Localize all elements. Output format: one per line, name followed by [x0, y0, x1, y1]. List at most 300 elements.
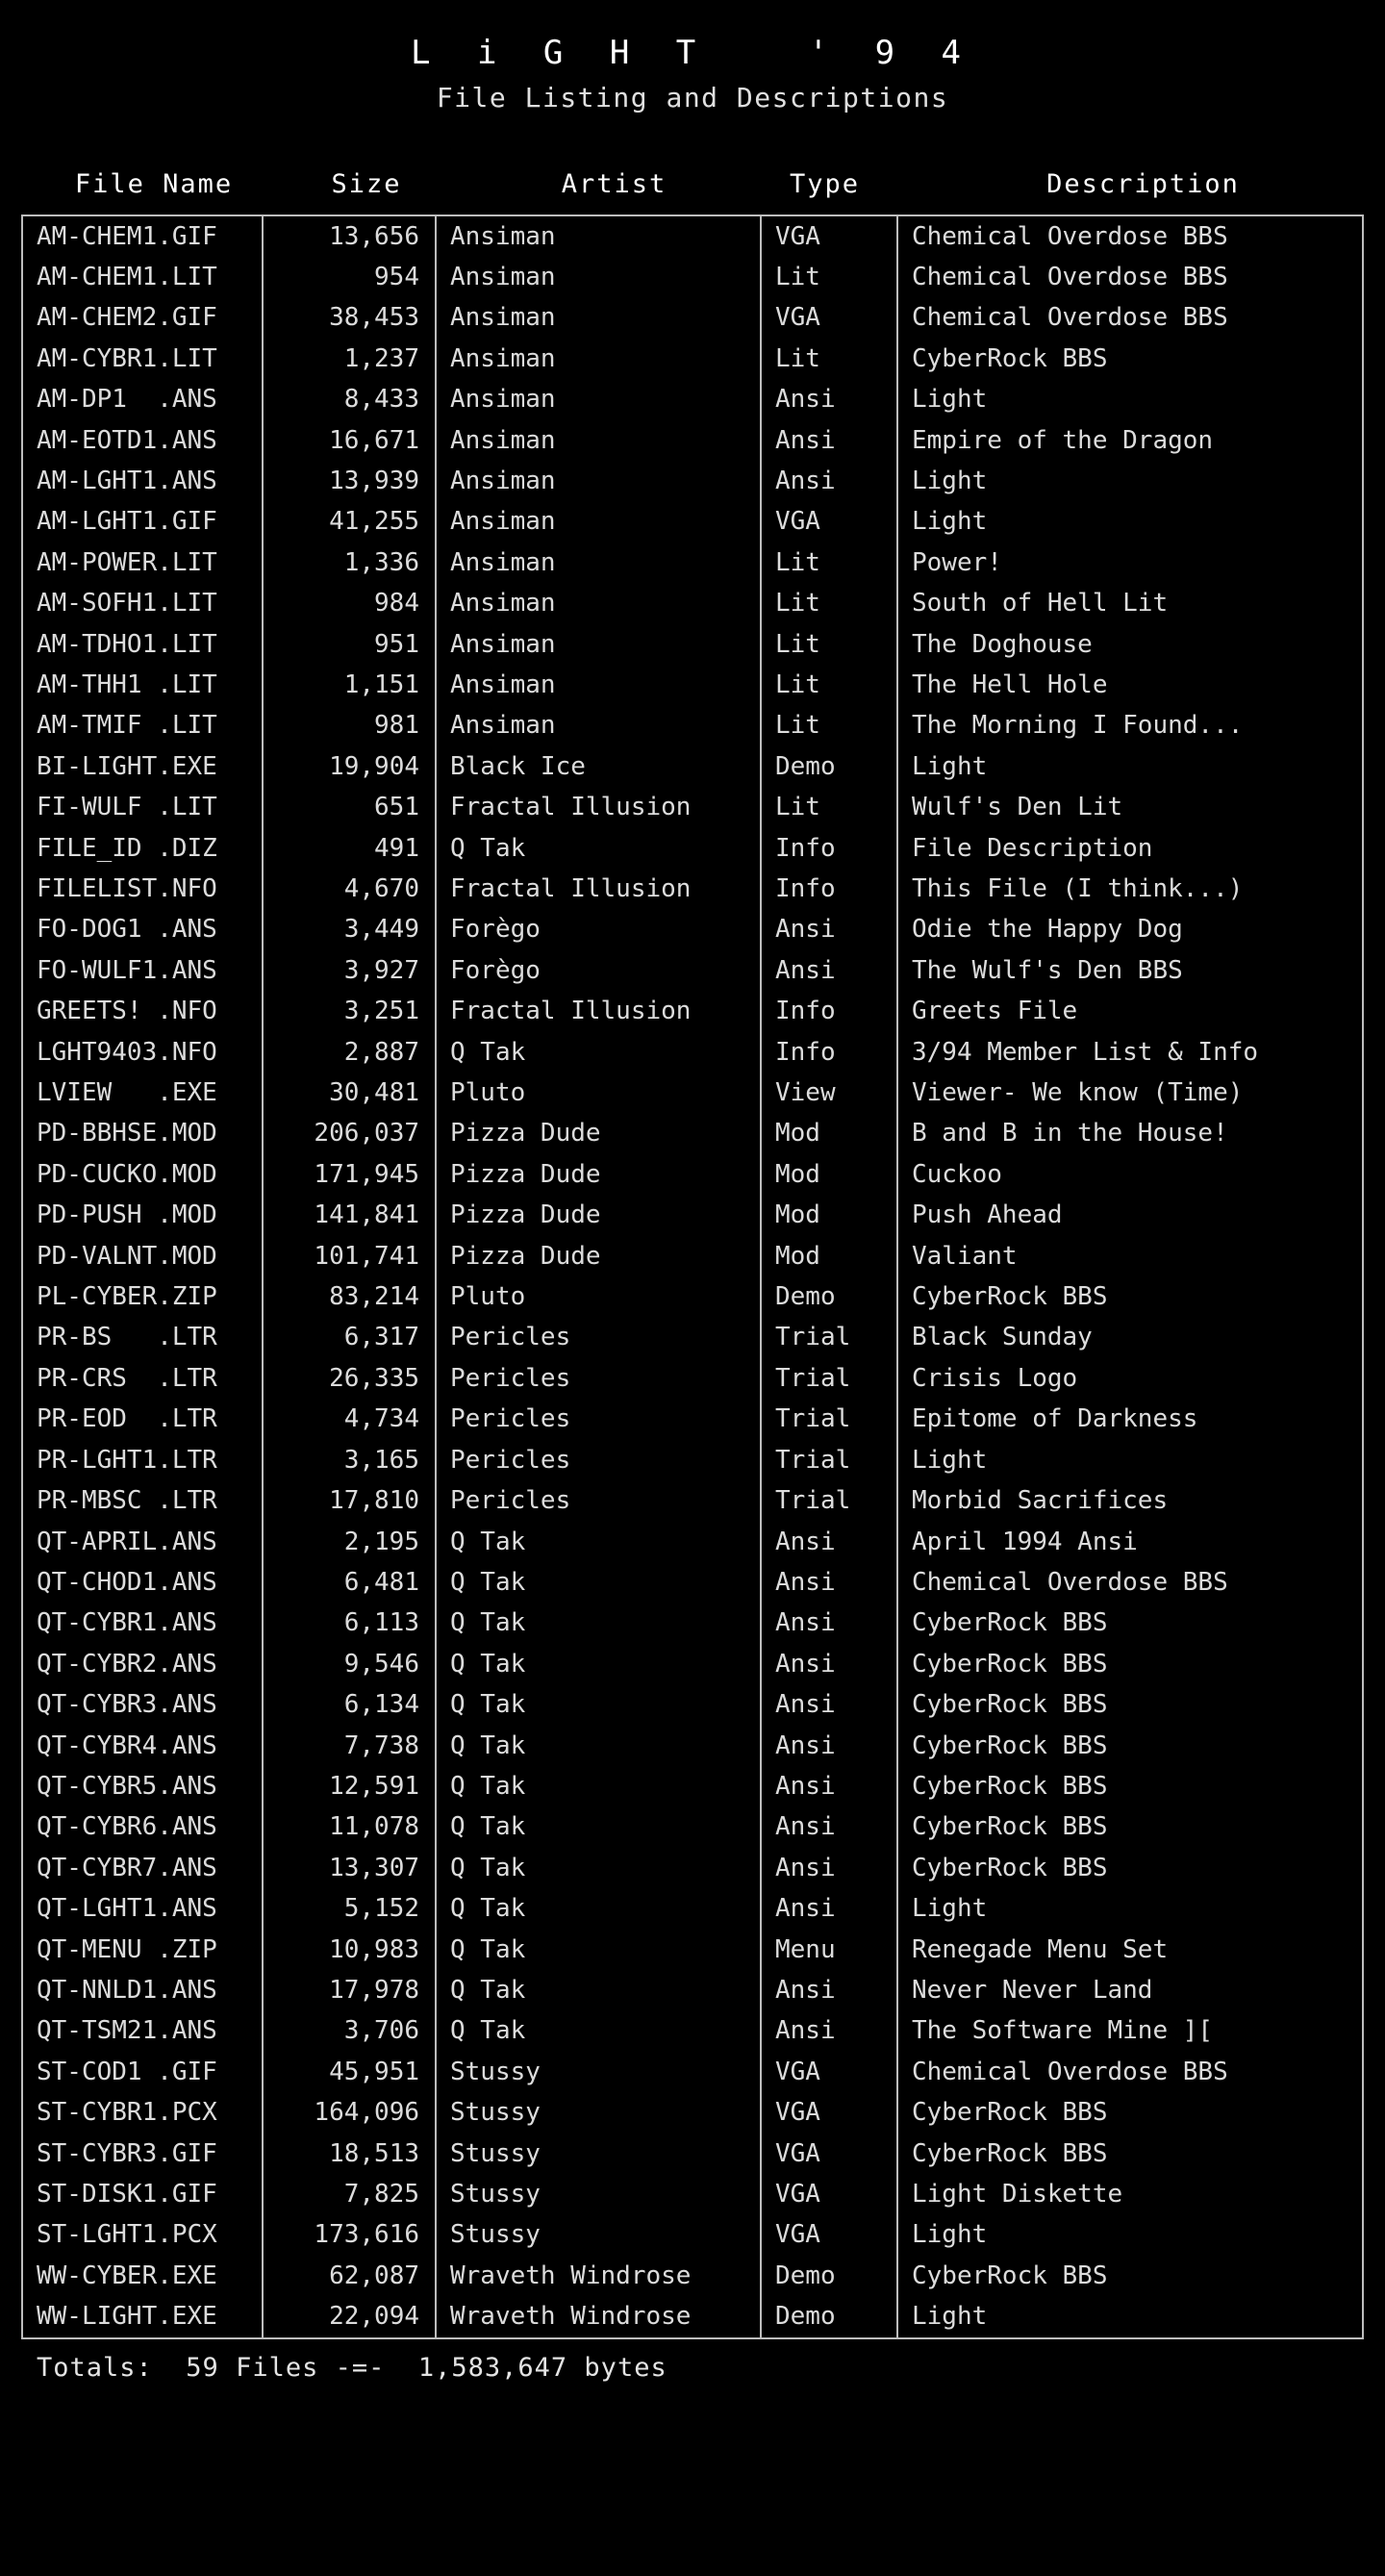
cell-description: Light: [912, 466, 988, 495]
cell-artist: Pericles: [437, 1358, 762, 1399]
table-row: [23, 1073, 1362, 1113]
cell-type: Lit: [762, 787, 898, 827]
cell-size: 6,134: [264, 1684, 437, 1725]
cell-description: Light: [912, 2220, 988, 2250]
cell-artist: Stussy: [437, 2052, 762, 2092]
cell-description: CyberRock BBS: [912, 2138, 1108, 2168]
cell-size: 16,671: [264, 420, 437, 461]
cell-description: Chemical Overdose BBS: [912, 221, 1228, 251]
cell-artist: Q Tak: [437, 828, 762, 869]
cell-file-name: AM-LGHT1.GIF: [23, 501, 264, 542]
cell-description: Renegade Menu Set: [912, 1934, 1169, 1964]
cell-file-name: PD-VALNT.MOD: [23, 1236, 264, 1276]
cell-file-name: GREETS! .NFO: [23, 991, 264, 1031]
table-row: [23, 1032, 1362, 1073]
table-row: [23, 1806, 1362, 1847]
cell-artist: Stussy: [437, 2214, 762, 2255]
cell-file-name: FO-DOG1 .ANS: [23, 909, 264, 949]
cell-size: 164,096: [264, 2092, 437, 2133]
table-row: [23, 379, 1362, 419]
cell-type: VGA: [762, 216, 898, 257]
cell-artist: Black Ice: [437, 746, 762, 787]
cell-size: 13,656: [264, 216, 437, 257]
cell-artist: Ansiman: [437, 379, 762, 419]
cell-file-name: PD-BBHSE.MOD: [23, 1113, 264, 1153]
cell-description: Wulf's Den Lit: [912, 793, 1123, 822]
cell-type: Lit: [762, 257, 898, 297]
column-header-size: Size: [331, 168, 402, 199]
cell-artist: Q Tak: [437, 1930, 762, 1970]
cell-size: 984: [264, 583, 437, 623]
cell-artist: Ansiman: [437, 461, 762, 501]
cell-description: Never Never Land: [912, 1975, 1153, 2005]
table-row: [23, 216, 1362, 257]
cell-artist: Pizza Dude: [437, 1195, 762, 1235]
cell-type: Ansi: [762, 379, 898, 419]
cell-type: Trial: [762, 1399, 898, 1439]
cell-artist: Ansiman: [437, 583, 762, 623]
cell-description: Light: [912, 2302, 988, 2332]
table-row: [23, 297, 1362, 338]
cell-file-name: ST-COD1 .GIF: [23, 2052, 264, 2092]
table-row: [23, 1684, 1362, 1725]
cell-artist: Q Tak: [437, 1603, 762, 1643]
cell-type: Ansi: [762, 1562, 898, 1603]
cell-type: Info: [762, 991, 898, 1031]
cell-size: 4,670: [264, 869, 437, 909]
cell-size: 3,165: [264, 1440, 437, 1480]
cell-artist: Q Tak: [437, 1888, 762, 1929]
cell-file-name: AM-EOTD1.ANS: [23, 420, 264, 461]
table-row: [23, 705, 1362, 745]
cell-artist: Pericles: [437, 1317, 762, 1357]
cell-description: Light: [912, 507, 988, 537]
cell-file-name: PR-BS .LTR: [23, 1317, 264, 1357]
cell-size: 101,741: [264, 1236, 437, 1276]
cell-size: 10,983: [264, 1930, 437, 1970]
cell-type: Ansi: [762, 1522, 898, 1562]
cell-description: Greets File: [912, 997, 1078, 1026]
cell-size: 3,706: [264, 2010, 437, 2051]
table-row: [23, 1644, 1362, 1684]
table-row: [23, 1562, 1362, 1603]
cell-type: Lit: [762, 665, 898, 705]
cell-type: Mod: [762, 1236, 898, 1276]
cell-type: Mod: [762, 1154, 898, 1195]
cell-file-name: QT-APRIL.ANS: [23, 1522, 264, 1562]
table-row: [23, 1522, 1362, 1562]
cell-type: Trial: [762, 1358, 898, 1399]
cell-artist: Q Tak: [437, 1684, 762, 1725]
cell-description: CyberRock BBS: [912, 1812, 1108, 1842]
cell-description: Chemical Overdose BBS: [912, 1567, 1228, 1597]
cell-file-name: AM-THH1 .LIT: [23, 665, 264, 705]
cell-file-name: QT-CHOD1.ANS: [23, 1562, 264, 1603]
cell-type: Mod: [762, 1195, 898, 1235]
cell-file-name: PR-MBSC .LTR: [23, 1480, 264, 1521]
table-row: [23, 1399, 1362, 1439]
cell-file-name: QT-CYBR3.ANS: [23, 1684, 264, 1725]
table-row: [23, 543, 1362, 583]
cell-file-name: FI-WULF .LIT: [23, 787, 264, 827]
column-header-file-name: File Name: [74, 168, 234, 199]
cell-description: CyberRock BBS: [912, 1608, 1108, 1638]
cell-description: B and B in the House!: [912, 1119, 1228, 1149]
cell-size: 18,513: [264, 2134, 437, 2174]
cell-type: Ansi: [762, 909, 898, 949]
cell-file-name: PL-CYBER.ZIP: [23, 1276, 264, 1317]
cell-artist: Ansiman: [437, 543, 762, 583]
cell-type: VGA: [762, 2214, 898, 2255]
table-row: [23, 2256, 1362, 2296]
cell-size: 951: [264, 624, 437, 665]
cell-file-name: ST-CYBR1.PCX: [23, 2092, 264, 2133]
cell-size: 26,335: [264, 1358, 437, 1399]
cell-artist: Fractal Illusion: [437, 869, 762, 909]
cell-file-name: QT-MENU .ZIP: [23, 1930, 264, 1970]
cell-size: 19,904: [264, 746, 437, 787]
cell-description: Chemical Overdose BBS: [912, 303, 1228, 333]
table-row: [23, 787, 1362, 827]
cell-file-name: AM-LGHT1.ANS: [23, 461, 264, 501]
cell-type: Trial: [762, 1480, 898, 1521]
cell-description: CyberRock BBS: [912, 1282, 1108, 1312]
cell-artist: Wraveth Windrose: [437, 2296, 762, 2336]
cell-file-name: QT-LGHT1.ANS: [23, 1888, 264, 1929]
cell-size: 13,939: [264, 461, 437, 501]
cell-file-name: AM-SOFH1.LIT: [23, 583, 264, 623]
cell-file-name: QT-NNLD1.ANS: [23, 1970, 264, 2010]
cell-description: 3/94 Member List & Info: [912, 1037, 1259, 1067]
table-row: [23, 583, 1362, 623]
table-row: [23, 2214, 1362, 2255]
cell-file-name: AM-CHEM1.LIT: [23, 257, 264, 297]
cell-description: South of Hell Lit: [912, 589, 1169, 619]
cell-description: Epitome of Darkness: [912, 1404, 1198, 1434]
cell-file-name: AM-TMIF .LIT: [23, 705, 264, 745]
cell-type: VGA: [762, 2134, 898, 2174]
cell-size: 3,927: [264, 950, 437, 991]
table-row: [23, 501, 1362, 542]
cell-artist: Q Tak: [437, 1848, 762, 1888]
cell-file-name: PD-CUCKO.MOD: [23, 1154, 264, 1195]
cell-file-name: ST-CYBR3.GIF: [23, 2134, 264, 2174]
table-row: [23, 828, 1362, 869]
cell-size: 1,336: [264, 543, 437, 583]
cell-size: 173,616: [264, 2214, 437, 2255]
cell-artist: Forègo: [437, 909, 762, 949]
cell-size: 7,738: [264, 1726, 437, 1766]
cell-artist: Pizza Dude: [437, 1236, 762, 1276]
cell-file-name: QT-CYBR4.ANS: [23, 1726, 264, 1766]
cell-type: Ansi: [762, 1726, 898, 1766]
cell-artist: Stussy: [437, 2174, 762, 2214]
table-row: [23, 1358, 1362, 1399]
cell-artist: Ansiman: [437, 624, 762, 665]
cell-artist: Q Tak: [437, 1032, 762, 1073]
cell-type: Trial: [762, 1440, 898, 1480]
cell-type: Mod: [762, 1113, 898, 1153]
cell-file-name: QT-CYBR5.ANS: [23, 1766, 264, 1806]
table-row: [23, 420, 1362, 461]
cell-artist: Q Tak: [437, 1644, 762, 1684]
cell-description: Crisis Logo: [912, 1363, 1078, 1393]
file-table: [21, 215, 1364, 2339]
cell-type: Menu: [762, 1930, 898, 1970]
cell-file-name: QT-TSM21.ANS: [23, 2010, 264, 2051]
column-header-artist: Artist: [561, 168, 667, 199]
cell-artist: Q Tak: [437, 1766, 762, 1806]
cell-size: 12,591: [264, 1766, 437, 1806]
table-row: [23, 1113, 1362, 1153]
table-row: [23, 1603, 1362, 1643]
table-row: [23, 950, 1362, 991]
cell-file-name: AM-CYBR1.LIT: [23, 339, 264, 379]
totals-line: Totals: 59 Files -=- 1,583,647 bytes: [37, 2352, 667, 2383]
cell-artist: Ansiman: [437, 665, 762, 705]
cell-description: Light: [912, 1445, 988, 1475]
cell-description: CyberRock BBS: [912, 1649, 1108, 1679]
cell-type: Ansi: [762, 1766, 898, 1806]
cell-description: CyberRock BBS: [912, 1690, 1108, 1720]
cell-file-name: WW-CYBER.EXE: [23, 2256, 264, 2296]
table-row: [23, 1726, 1362, 1766]
cell-description: Odie the Happy Dog: [912, 915, 1183, 945]
cell-description: Push Ahead: [912, 1200, 1063, 1230]
cell-type: Ansi: [762, 1888, 898, 1929]
cell-type: Lit: [762, 583, 898, 623]
cell-file-name: QT-CYBR6.ANS: [23, 1806, 264, 1847]
cell-description: The Hell Hole: [912, 669, 1108, 699]
table-row: [23, 1236, 1362, 1276]
cell-artist: Ansiman: [437, 297, 762, 338]
cell-description: The Morning I Found...: [912, 711, 1244, 741]
cell-artist: Pericles: [437, 1399, 762, 1439]
cell-file-name: WW-LIGHT.EXE: [23, 2296, 264, 2336]
cell-type: VGA: [762, 501, 898, 542]
cell-file-name: PR-CRS .LTR: [23, 1358, 264, 1399]
cell-file-name: FO-WULF1.ANS: [23, 950, 264, 991]
cell-type: Info: [762, 828, 898, 869]
cell-file-name: QT-CYBR7.ANS: [23, 1848, 264, 1888]
cell-artist: Q Tak: [437, 2010, 762, 2051]
cell-description: The Wulf's Den BBS: [912, 955, 1183, 985]
cell-size: 13,307: [264, 1848, 437, 1888]
cell-size: 206,037: [264, 1113, 437, 1153]
cell-size: 7,825: [264, 2174, 437, 2214]
cell-type: Ansi: [762, 1806, 898, 1847]
cell-file-name: AM-TDHO1.LIT: [23, 624, 264, 665]
table-row: [23, 1276, 1362, 1317]
table-row: [23, 746, 1362, 787]
cell-description: April 1994 Ansi: [912, 1527, 1138, 1556]
cell-artist: Pericles: [437, 1440, 762, 1480]
cell-type: Ansi: [762, 2010, 898, 2051]
cell-artist: Ansiman: [437, 339, 762, 379]
table-row: [23, 2134, 1362, 2174]
cell-description: Valiant: [912, 1241, 1018, 1271]
cell-size: 6,113: [264, 1603, 437, 1643]
cell-description: Black Sunday: [912, 1323, 1093, 1352]
cell-artist: Fractal Illusion: [437, 787, 762, 827]
cell-type: Trial: [762, 1317, 898, 1357]
cell-description: CyberRock BBS: [912, 2098, 1108, 2128]
cell-size: 5,152: [264, 1888, 437, 1929]
cell-description: CyberRock BBS: [912, 1771, 1108, 1801]
cell-type: Lit: [762, 339, 898, 379]
cell-artist: Ansiman: [437, 420, 762, 461]
cell-type: Info: [762, 1032, 898, 1073]
table-row: [23, 1766, 1362, 1806]
cell-type: Ansi: [762, 1644, 898, 1684]
cell-description: Power!: [912, 547, 1002, 577]
cell-size: 3,449: [264, 909, 437, 949]
cell-description: The Doghouse: [912, 629, 1093, 659]
table-row: [23, 257, 1362, 297]
table-row: [23, 1317, 1362, 1357]
cell-file-name: LVIEW .EXE: [23, 1073, 264, 1113]
cell-file-name: FILELIST.NFO: [23, 869, 264, 909]
document-header: [0, 0, 1385, 114]
cell-size: 1,237: [264, 339, 437, 379]
cell-type: Demo: [762, 2296, 898, 2336]
cell-size: 491: [264, 828, 437, 869]
cell-artist: Pizza Dude: [437, 1154, 762, 1195]
cell-file-name: FILE_ID .DIZ: [23, 828, 264, 869]
page-title: L i G H T ' 9 4: [411, 34, 974, 72]
table-row: [23, 1930, 1362, 1970]
cell-artist: Q Tak: [437, 1562, 762, 1603]
table-row: [23, 1888, 1362, 1929]
cell-size: 981: [264, 705, 437, 745]
cell-size: 2,887: [264, 1032, 437, 1073]
cell-type: Ansi: [762, 461, 898, 501]
table-row: [23, 1440, 1362, 1480]
cell-type: VGA: [762, 297, 898, 338]
cell-artist: Fractal Illusion: [437, 991, 762, 1031]
cell-size: 8,433: [264, 379, 437, 419]
table-row: [23, 1970, 1362, 2010]
cell-size: 6,317: [264, 1317, 437, 1357]
table-row: [23, 1195, 1362, 1235]
table-row: [23, 2092, 1362, 2133]
cell-file-name: QT-CYBR2.ANS: [23, 1644, 264, 1684]
cell-size: 83,214: [264, 1276, 437, 1317]
cell-type: Ansi: [762, 950, 898, 991]
table-row: [23, 1480, 1362, 1521]
cell-type: VGA: [762, 2174, 898, 2214]
cell-type: VGA: [762, 2052, 898, 2092]
cell-description: File Description: [912, 833, 1153, 863]
table-row: [23, 665, 1362, 705]
cell-size: 171,945: [264, 1154, 437, 1195]
table-row: [23, 2010, 1362, 2051]
cell-size: 11,078: [264, 1806, 437, 1847]
table-row: [23, 1848, 1362, 1888]
cell-type: Lit: [762, 705, 898, 745]
cell-description: Chemical Overdose BBS: [912, 2057, 1228, 2086]
cell-file-name: ST-LGHT1.PCX: [23, 2214, 264, 2255]
cell-artist: Pluto: [437, 1276, 762, 1317]
cell-size: 4,734: [264, 1399, 437, 1439]
cell-type: Ansi: [762, 1684, 898, 1725]
table-row: [23, 869, 1362, 909]
cell-artist: Q Tak: [437, 1970, 762, 2010]
cell-size: 651: [264, 787, 437, 827]
table-row: [23, 991, 1362, 1031]
cell-artist: Ansiman: [437, 257, 762, 297]
cell-artist: Ansiman: [437, 705, 762, 745]
cell-size: 954: [264, 257, 437, 297]
cell-file-name: AM-POWER.LIT: [23, 543, 264, 583]
cell-type: Ansi: [762, 1848, 898, 1888]
cell-description: CyberRock BBS: [912, 343, 1108, 373]
table-row: [23, 2174, 1362, 2214]
cell-artist: Q Tak: [437, 1726, 762, 1766]
cell-type: Lit: [762, 624, 898, 665]
cell-artist: Pericles: [437, 1480, 762, 1521]
cell-artist: Ansiman: [437, 216, 762, 257]
cell-type: Demo: [762, 746, 898, 787]
cell-artist: Wraveth Windrose: [437, 2256, 762, 2296]
cell-size: 17,978: [264, 1970, 437, 2010]
cell-description: Morbid Sacrifices: [912, 1486, 1169, 1516]
cell-file-name: BI-LIGHT.EXE: [23, 746, 264, 787]
cell-size: 141,841: [264, 1195, 437, 1235]
page-subtitle: File Listing and Descriptions: [436, 81, 949, 114]
cell-description: CyberRock BBS: [912, 2260, 1108, 2290]
cell-file-name: QT-CYBR1.ANS: [23, 1603, 264, 1643]
cell-size: 9,546: [264, 1644, 437, 1684]
cell-type: Demo: [762, 1276, 898, 1317]
cell-type: Ansi: [762, 1603, 898, 1643]
cell-description: Light: [912, 385, 988, 415]
cell-file-name: AM-CHEM1.GIF: [23, 216, 264, 257]
cell-artist: Ansiman: [437, 501, 762, 542]
cell-size: 2,195: [264, 1522, 437, 1562]
cell-size: 30,481: [264, 1073, 437, 1113]
cell-file-name: LGHT9403.NFO: [23, 1032, 264, 1073]
cell-description: The Software Mine ][: [912, 2016, 1214, 2046]
cell-description: Empire of the Dragon: [912, 425, 1214, 455]
cell-artist: Q Tak: [437, 1522, 762, 1562]
cell-type: Demo: [762, 2256, 898, 2296]
column-header-type: Type: [790, 168, 861, 199]
cell-size: 3,251: [264, 991, 437, 1031]
cell-size: 38,453: [264, 297, 437, 338]
cell-type: Ansi: [762, 420, 898, 461]
cell-file-name: PD-PUSH .MOD: [23, 1195, 264, 1235]
cell-type: View: [762, 1073, 898, 1113]
cell-description: Viewer- We know (Time): [912, 1078, 1244, 1108]
cell-size: 41,255: [264, 501, 437, 542]
cell-file-name: PR-EOD .LTR: [23, 1399, 264, 1439]
cell-type: Lit: [762, 543, 898, 583]
cell-size: 45,951: [264, 2052, 437, 2092]
column-headers: [0, 169, 1385, 199]
table-row: [23, 2296, 1362, 2336]
cell-artist: Pluto: [437, 1073, 762, 1113]
table-row: [23, 624, 1362, 665]
cell-file-name: AM-DP1 .ANS: [23, 379, 264, 419]
cell-size: 62,087: [264, 2256, 437, 2296]
cell-description: Light Diskette: [912, 2180, 1123, 2209]
cell-artist: Stussy: [437, 2092, 762, 2133]
cell-file-name: ST-DISK1.GIF: [23, 2174, 264, 2214]
cell-type: Info: [762, 869, 898, 909]
cell-description: This File (I think...): [912, 874, 1244, 903]
cell-artist: Pizza Dude: [437, 1113, 762, 1153]
